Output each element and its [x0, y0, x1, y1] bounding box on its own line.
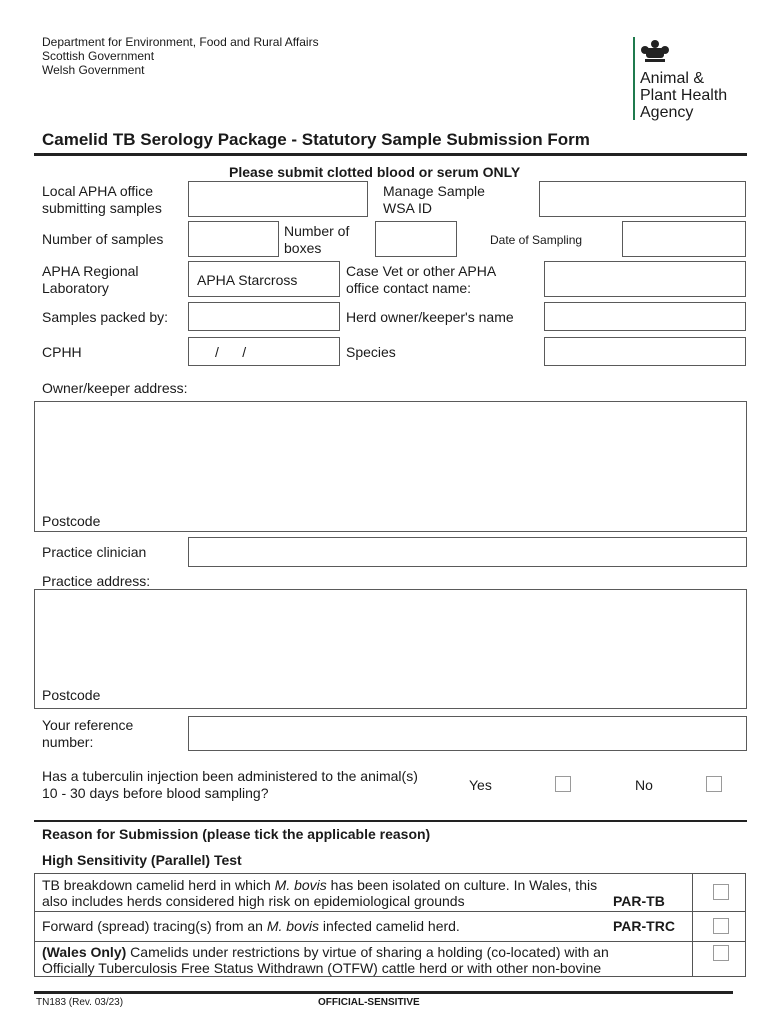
tuberculin-no-label: No — [635, 777, 653, 793]
reason-row-text: Forward (spread) tracing(s) from an M. bovis infected camelid herd. — [42, 918, 460, 934]
column-divider — [692, 942, 693, 976]
classification-label: OFFICIAL-SENSITIVE — [318, 997, 420, 1008]
tuberculin-yes-label: Yes — [469, 777, 492, 793]
tuberculin-question: Has a tuberculin injection been administered to the animal(s) 10 - 30 days before blood sampling? — [42, 768, 418, 801]
num-boxes-field[interactable] — [375, 221, 457, 257]
department-wales: Welsh Government — [42, 63, 145, 77]
species-field[interactable] — [544, 337, 746, 366]
reason-rule — [34, 820, 747, 822]
your-reference-label: Your reference number: — [42, 717, 134, 750]
owner-address-field[interactable] — [34, 401, 747, 532]
column-divider — [692, 874, 693, 911]
case-vet-label: Case Vet or other APHA office contact name: — [346, 263, 496, 296]
agency-line-1: Animal & — [640, 70, 705, 87]
royal-crest-icon — [640, 38, 670, 69]
num-boxes-label: Number of boxes — [284, 223, 350, 256]
regional-lab-label: APHA Regional Laboratory — [42, 263, 139, 296]
herd-owner-label: Herd owner/keeper's name — [346, 309, 514, 325]
department-scotland: Scottish Government — [42, 49, 155, 63]
regional-lab-field[interactable]: APHA Starcross — [188, 261, 340, 297]
practice-address-field[interactable] — [34, 589, 747, 709]
practice-clinician-label: Practice clinician — [42, 544, 147, 560]
title-rule — [34, 153, 747, 156]
packed-by-label: Samples packed by: — [42, 309, 169, 325]
agency-name — [640, 70, 727, 121]
agency-line-3: Agency — [640, 104, 694, 121]
date-sampling-label: Date of Sampling — [490, 233, 583, 247]
local-office-field[interactable] — [188, 181, 368, 217]
reason-heading: Reason for Submission (please tick the applicable reason) — [42, 826, 431, 842]
practice-clinician-field[interactable] — [188, 537, 747, 567]
species-label: Species — [346, 344, 396, 360]
owner-address-label: Owner/keeper address: — [42, 380, 188, 396]
department-defra: Department for Environment, Food and Rural Affairs — [42, 35, 319, 49]
agency-logo-bar — [633, 37, 635, 120]
practice-postcode-label: Postcode — [42, 687, 101, 703]
cphh-field[interactable]: / / — [188, 337, 340, 366]
date-sampling-field[interactable] — [622, 221, 746, 257]
num-samples-label: Number of samples — [42, 231, 164, 247]
reason-subheading: High Sensitivity (Parallel) Test — [42, 852, 242, 868]
reason-row-text: TB breakdown camelid herd in which M. bovis has been isolated on culture. In Wales, this also includes herds considered high risk on epidemiological grounds — [42, 877, 598, 909]
herd-owner-field[interactable] — [544, 302, 746, 331]
cphh-label: CPHH — [42, 344, 82, 360]
footer-rule — [34, 991, 733, 994]
manage-sample-label: Manage Sample WSA ID — [383, 183, 485, 216]
practice-address-label: Practice address: — [42, 573, 151, 589]
local-office-label: Local APHA office submitting samples — [42, 183, 162, 216]
par-trc-checkbox[interactable] — [713, 918, 729, 934]
wales-checkbox[interactable] — [713, 945, 729, 961]
reason-row-wales — [34, 941, 746, 977]
par-tb-checkbox[interactable] — [713, 884, 729, 900]
department-list — [42, 35, 319, 77]
owner-postcode-label: Postcode — [42, 513, 101, 529]
manage-sample-field[interactable] — [539, 181, 746, 217]
form-reference: TN183 (Rev. 03/23) — [36, 997, 124, 1008]
column-divider — [692, 912, 693, 941]
your-reference-field[interactable] — [188, 716, 747, 751]
num-samples-field[interactable] — [188, 221, 279, 257]
agency-line-2: Plant Health — [640, 87, 728, 104]
form-title: Camelid TB Serology Package - Statutory Sample Submission Form — [42, 130, 590, 149]
notice-text: Please submit clotted blood or serum ONLY — [229, 164, 521, 180]
tuberculin-no-checkbox[interactable] — [706, 776, 722, 792]
reason-row-text: (Wales Only) Camelids under restrictions by virtue of sharing a holding (co-located) with an Officially Tuberculosis Free Status Withdrawn (OTFW) cattle herd or with other non-bovine — [42, 944, 609, 976]
reason-row-par-trc — [34, 911, 746, 941]
packed-by-field[interactable] — [188, 302, 340, 331]
reason-row-par-tb — [34, 873, 746, 911]
tuberculin-yes-checkbox[interactable] — [555, 776, 571, 792]
case-vet-field[interactable] — [544, 261, 746, 297]
reason-code-par-trc: PAR-TRC — [613, 918, 675, 934]
reason-code-par-tb: PAR-TB — [613, 893, 665, 909]
